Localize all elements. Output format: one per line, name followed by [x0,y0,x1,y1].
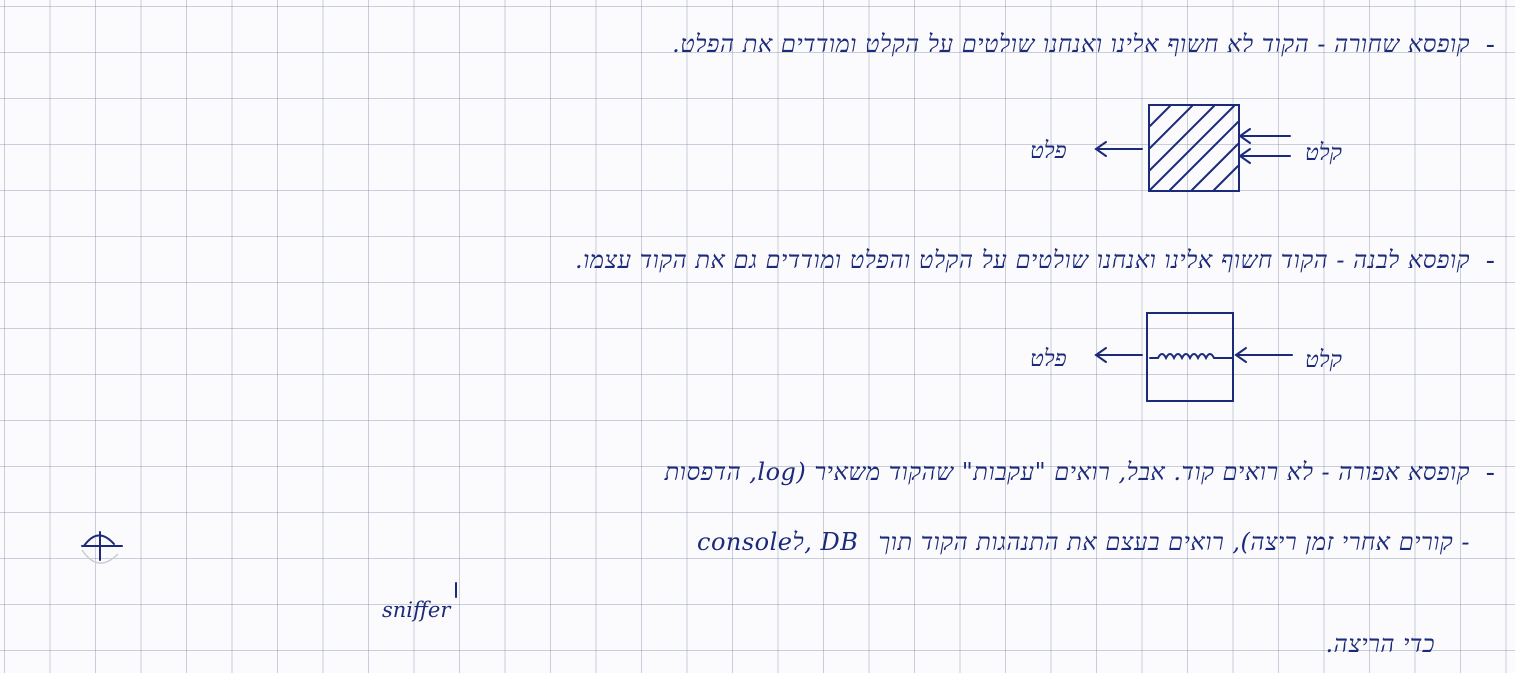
black-box-output-arrow [1092,134,1148,164]
bullet-dash: - [1485,30,1495,60]
white-box-input-arrow [1232,340,1298,370]
gray-box-line-1: קופסא אפורה - לא רואים קוד. אבל, רואים "עקבות" שהקוד משאיר (log, הדפסות [664,458,1470,486]
black-box-output-label: פלט [1030,138,1067,164]
black-box-square [1148,104,1240,192]
margin-plus-mark [78,520,128,580]
bullet-dash: - [1485,458,1495,488]
bullet-dash: - [1485,246,1495,276]
white-box-input-label: קלט [1305,347,1342,373]
black-box-definition: קופסא שחורה - הקוד לא חשוף אלינו ואנחנו שולטים על הקלט ומודדים את הפלט. [672,30,1470,58]
sniffer-annotation: sniffer [382,598,451,622]
white-box-output-label: פלט [1030,346,1067,372]
white-box-square [1146,312,1234,402]
black-box-input-label: קלט [1305,140,1342,166]
gray-box-line-2 [697,528,1470,557]
hatch-pattern [1150,106,1238,190]
black-box-input-arrows [1230,122,1300,182]
gray-box-line-2-rtl: - קורים אחרי זמן ריצה), רואים בעצם את התנהגות הקוד תוך [878,528,1470,556]
gray-box-line-2-ltr: consoleל, DB [697,528,859,556]
internal-code-squiggle [1148,314,1232,400]
white-box-output-arrow [1092,340,1148,370]
white-box-definition: קופסא לבנה - הקוד חשוף אלינו ואנחנו שולטים על הקלט והפלט ומודדים גם את הקוד עצמו. [574,246,1470,274]
insertion-caret [450,583,462,601]
gray-box-line-3: כדי הריצה. [1325,630,1435,658]
